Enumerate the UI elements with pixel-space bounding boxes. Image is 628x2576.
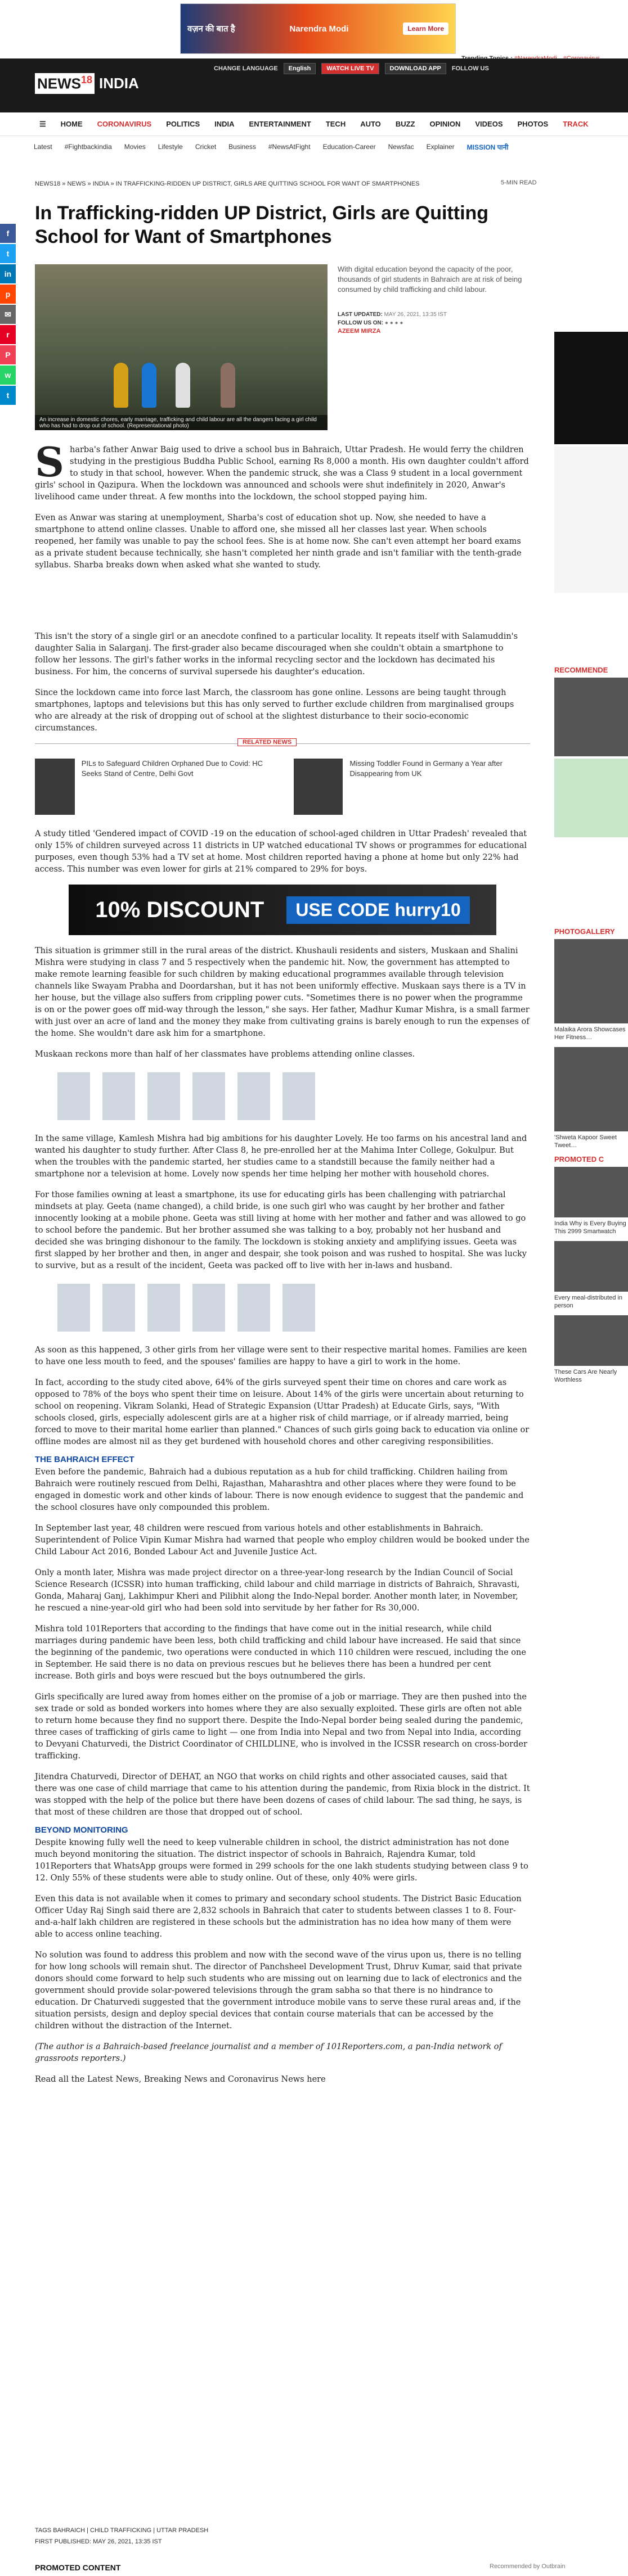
article-summary: With digital education beyond the capacity of the poor, thousands of girl students in Bahraich are at risk of being consumed by child trafficking and child labour.	[338, 265, 522, 294]
watch-live-button[interactable]: WATCH LIVE TV	[321, 63, 379, 74]
paragraph-2: Even as Anwar was staring at unemployment, Sharba's cost of education shot up. Now, she needed to have a smartphone to attend online classes. Unable to afford one, she missed all her classes last year. When schools reopened, her family was unable to pay the school fees. She is at home now. She can't even attempt her board exams as a private student because technically, she hasn't completed her ninth grade and isn't familiar with the tenth-grade syllabus. Sharba breaks down when asked what she wanted to study.	[35, 513, 522, 570]
sub-nav	[0, 138, 628, 155]
share-bar	[0, 224, 16, 406]
nav-india[interactable]: INDIA	[214, 120, 235, 128]
paragraph-3: This isn't the story of a single girl or an anecdote confined to a particular locality. It repeats itself with Salamuddin's daughter Salia in Salarganj. The first-grader also became discouraged when she couldn't obtain a smartphone to follow her lessons. The girl's father works in the informal recycling sector and the lockdown has decimated his business. For him, the concerns of survival supersede his daughter's education.	[35, 632, 518, 676]
sidebar-item-3[interactable]: India Why is Every Buying This 2999 Smartwatch	[554, 1220, 626, 1235]
reddit-share-icon[interactable]: p	[0, 285, 16, 304]
paragraph-6: This situation is grimmer still in the rural areas of the district. Khushauli residents and sisters, Muskaan and Shalini Mishra were studying in class 7 and 5 respectively when the pandemic hit. Now, the government has attempted to make remote learning feasible for such children by making educational programmes available through television channels like Swayam Prabha and Doordarshan, but it has not been uniformly effective. Muskaan says there is a TV in her house, but the village also suffers from crippling power cuts. "Sometimes there is no power when the programme is on or the power goes off mid-way through the lesson," she says. Her father, Madhur Kumar Mishra, is a small farmer with just over an acre of land and the money they make from cultivating grains is barely enough to run the expenses of the home. She wouldn't dare ask him for a smartphone.	[35, 946, 530, 1038]
author-note: (The author is a Bahraich-based freelance journalist and a member of 101Reporters.com, a pan-India network of grassroots reporters.)	[35, 2042, 502, 2063]
related-news-label: RELATED NEWS	[237, 738, 297, 746]
telegram-share-icon[interactable]: t	[0, 386, 16, 405]
related-card-1[interactable]: PILs to Safeguard Children Orphaned Due to Covid: HC Seeks Stand of Centre, Delhi Govt	[35, 759, 271, 815]
subnav-explainer[interactable]: Explainer	[426, 143, 455, 151]
paragraph-1: Sharba's father Anwar Baig used to drive a school bus in Bahraich, Uttar Pradesh. He would ferry the children studying in the prestigious Buddha Public School, earning Rs 8,000 a month. His own daughter couldn't afford to study in that school, however. When the pandemic struck, she was a Class 9 student in a local government girls' school in Qazipura. When the lockdown was announced and schools were shut indefinitely in 2020, Anwar's livelihood came under threat. A few months into the lockdown, the school stopped paying him.	[35, 438, 529, 502]
subnav-mission-paani[interactable]: MISSION पानी	[466, 143, 509, 151]
author-name[interactable]: AZEEM MIRZA	[338, 328, 381, 335]
paragraph-8: In the same village, Kamlesh Mishra had big ambitions for his daughter Lovely. He too farms on his ancestral land and wanted his daughter to study further. After Class 8, he pre-enrolled her at the Mahima Inter College, Gokulpur. But when the troubles with the pandemic started, her studies came to a standstill because the family neither had a smartphone nor a television at home. Lovely now spends her time helping her mother with household chores.	[35, 1134, 527, 1179]
paragraph-20: No solution was found to address this problem and now with the second wave of the virus upon us, there is no telling for how long schools will remain shut. The director of Panchsheel Development Trust, Dhruv Kumar, said that private donors should come forward to help such students who are missing out on learning due to lack of electronics and the government should provide solar-powered televisions through the gram sabha so that there is no hindrance to education. Dr Chaturvedi suggested that the government introduce mobile vans to serve these rural areas and, if the situation persists, design and deploy special devices that contain course materials that can be accessed by the children without the distraction of the Internet.	[35, 1951, 522, 2031]
section-heading-bahraich: THE BAHRAICH EFFECT	[35, 1455, 134, 1464]
email-share-icon[interactable]: ✉	[0, 305, 16, 324]
paragraph-16: Girls specifically are lured away from homes either on the promise of a job or marriage. They are then pushed into the sex trade or sold as bonded workers into homes where they are also sexually exploited. These girls are often not able to return home because they find no support there. Despite the Indo-Nepal border being sealed during the pandemic, three cases of trafficking of girls came to light — one from India into Nepal and two from Nepal into India, according to Devyani Chaturvedi, the District Coordinator of CHILDLINE, who is involved in the ICSSR research on cross-border trafficking.	[35, 1693, 527, 1761]
paragraph-19: Even this data is not available when it comes to primary and secondary school students. The District Basic Education Officer Uday Raj Singh said there are 2,832 schools in Bahraich that cater to students between classes 1 to 8. Four-and-a-half lakh children are registered in these schools but the administration has no idea how many of them were able to access online teaching.	[35, 1894, 522, 1939]
pinterest-share-icon[interactable]: r	[0, 325, 16, 344]
photogallery-heading: PHOTOGALLERY	[554, 927, 615, 936]
paragraph-9: For those families owning at least a smartphone, its use for educating girls has been challenging with patriarchal mindsets at play. Geeta (name changed), a child bride, is one such girl who was caught by her brother and father innocently looking at a mobile phone. Geeta was still living at home with her mother and father and was allowed to go to school before the pandemic. But her brother assumed she was talking to a boy, probably not her husband and decided she was bringing dishonour to the family. The lockdown is stoking anxiety and amplifying issues. Geeta was first slapped by her brother and then, in anger and despair, she took poison and was rushed to hospital. She was lucky to survive, but as a result of the incident, Geeta was packed off to live with her in-laws and husband.	[35, 1190, 527, 1270]
article-meta: LAST UPDATED: MAY 26, 2021, 13:35 IST FOLLOW US ON: ● ● ● ● AZEEM MIRZA	[338, 310, 523, 336]
top-ad-text: वज़न की बात है	[187, 24, 235, 34]
article-tags[interactable]: TAGS BAHRAICH | CHILD TRAFFICKING | UTTAR PRADESH FIRST PUBLISHED: MAY 26, 2021, 13:35 IST	[35, 2527, 209, 2545]
paragraph-5: A study titled 'Gendered impact of COVID -19 on the education of school-aged children in Uttar Pradesh' revealed that only 15% of children surveyed across 11 districts in UP watched educational TV shows or programmes for educational purposes, even though 53% had a TV set at home. Most children reported having a phone at home but only 22% had access. This number was even lower for girls at 21% compared to 29% for boys.	[35, 829, 527, 874]
promoted-side-heading: PROMOTED C	[554, 1155, 604, 1163]
paragraph-4: Since the lockdown came into force last March, the classroom has gone online. Lessons are being taught through smartphones, laptops and televisions but this has only served to further exclude children from marginalised groups who are already at the risk of dropping out of school at the slightest disturbance to their socio-economic circumstances.	[35, 688, 514, 733]
pocket-share-icon[interactable]: P	[0, 345, 16, 364]
subnav-movies[interactable]: Movies	[124, 143, 146, 151]
article-body	[35, 438, 530, 2095]
nav-track[interactable]: TRACK	[563, 120, 589, 128]
facebook-share-icon[interactable]: f	[0, 224, 16, 243]
whatsapp-share-icon[interactable]: w	[0, 366, 16, 385]
nav-coronavirus[interactable]: CORONAVIRUS	[97, 120, 152, 128]
sidebar-item-5[interactable]: These Cars Are Nearly Worthless	[554, 1369, 617, 1383]
site-header	[0, 58, 628, 112]
subnav-fightback[interactable]: #Fightbackindia	[64, 143, 112, 151]
sidebar-item-4[interactable]: Every meal-distributed in person	[554, 1294, 623, 1309]
follow-icons[interactable]: ● ● ● ●	[384, 320, 403, 326]
nav-opinion[interactable]: OPINION	[429, 120, 461, 128]
nav-videos[interactable]: VIDEOS	[475, 120, 503, 128]
paragraph-12: Even before the pandemic, Bahraich had a dubious reputation as a hub for child trafficking. Children hailing from Bahraich were routinely rescued from Delhi, Rajasthan, Maharashtra and other places where they were found to be engaged in domestic work and other kinds of labour. There is now enough evidence to suggest that the pandemic and the school closures have only compounded this problem.	[35, 1468, 524, 1512]
paragraph-15: Mishra told 101Reporters that according to the findings that have come out in the initial research, while child marriages during pandemic have been less, both child trafficking and child labour have increased. He said that since the beginning of the pandemic, two operations were conducted in which 110 children were rescued, including the one in September. He said there is no data on previous rescues but he believes there has been a hundred per cent increase. Both girls and boys were rescued but the boys outnumbered the girls.	[35, 1625, 526, 1681]
product-ad-2[interactable]	[35, 1281, 530, 1334]
sidebar-item-1[interactable]: Malaika Arora Showcases Her Fitness…	[554, 1026, 626, 1041]
top-ad-cta-button[interactable]: Learn More	[403, 22, 448, 35]
subnav-newsatfight[interactable]: #NewsAtFight	[268, 143, 311, 151]
outbrain-label[interactable]: Recommended by Outbrain	[490, 2563, 566, 2570]
paragraph-18: Despite knowing fully well the need to keep vulnerable children in school, the district administration has not done much beyond monitoring the situation. The district inspector of schools in Bahraich, Rajendra Kumar, told 101Reporters that WhatsApp groups were formed in 299 schools for the one lakh students studying between class 9 to 12. Only 55% of these students were able to study online. Out of these, only 40% were girls.	[35, 1838, 528, 1883]
nav-politics[interactable]: POLITICS	[166, 120, 200, 128]
read-time: 5-MIN READ	[501, 179, 537, 186]
paragraph-11: In fact, according to the study cited above, 64% of the girls surveyed spent their time on chores and care work as opposed to 78% of the boys who spent their time on leisure. About 14% of the girls were uncertain about returning to school on reopening. Vikram Solanki, Head of Strategic Expansion (Uttar Pradesh) at Educate Girls, says, "With schools closed, girls, especially adolescent girls are at a higher risk of child marriage, or if already married, being forced to move to their marital home earlier than planned." Chances of such girls going back to education via online or offline modes are almost nil as they get burdened with household chores and other caregiving responsibilities.	[35, 1378, 530, 1446]
logo-region: INDIA	[99, 74, 139, 92]
updated-date: MAY 26, 2021, 13:35 IST	[384, 312, 447, 318]
header-tools	[214, 63, 489, 74]
subnav-education[interactable]: Education-Career	[322, 143, 376, 151]
menu-icon[interactable]: ☰	[39, 119, 46, 128]
hero-caption: An increase in domestic chores, early marriage, trafficking and child labour are all the dangers facing a girl child who has had to drop out of school. (Representational photo)	[35, 415, 328, 430]
nav-buzz[interactable]: BUZZ	[395, 120, 415, 128]
article-title: In Trafficking-ridden UP District, Girls are Quitting School for Want of Smartphones	[35, 202, 489, 247]
nav-auto[interactable]: AUTO	[360, 120, 381, 128]
breadcrumb[interactable]: NEWS18 » NEWS » INDIA » IN TRAFFICKING-RIDDEN UP DISTRICT, GIRLS ARE QUITTING SCHOOL FOR WANT OF SMARTPHONES	[35, 181, 420, 187]
discount-ad[interactable]: 10% DISCOUNT USE CODE hurry10	[69, 885, 496, 935]
language-select[interactable]: English	[284, 63, 316, 74]
sidebar-item-2[interactable]: 'Shweta Kapoor Sweet Tweet…	[554, 1134, 617, 1149]
paragraph-17: Jitendra Chaturvedi, Director of DEHAT, an NGO that works on child rights and other associated causes, said that there was one case of child marriage that came to his attention during the pandemic, from Rixia block in the district. It was stopped with the help of the police but there have been dozens of cases of child labour. The sad thing, he says, is that most of these children are those that dropped out of school.	[35, 1772, 530, 1817]
subnav-cricket[interactable]: Cricket	[195, 143, 217, 151]
nav-tech[interactable]: TECH	[325, 120, 346, 128]
subnav-newsfac[interactable]: Newsfac	[388, 143, 414, 151]
right-sidebar	[554, 332, 628, 1389]
follow-us-label: FOLLOW US	[451, 65, 489, 72]
news18-logo[interactable]: NEWS$^{18}$ INDIA	[35, 73, 139, 94]
paragraph-10: As soon as this happened, 3 other girls from her village were sent to their respective marital homes. Families are keen to have one less mouth to feed, and the spouses' families are happy to have a girl to work in the home.	[35, 1346, 527, 1366]
linkedin-share-icon[interactable]: in	[0, 264, 16, 283]
section-heading-monitoring: BEYOND MONITORING	[35, 1825, 128, 1835]
paragraph-14: Only a month later, Mishra was made project director on a three-year-long research by the Indian Council of Social Science Research (ICSSR) into human trafficking, child labour and child marriage in districts of Bahraich, Shravasti, Gonda, Maharaj Ganj, Lakhimpur Kheri and Pilibhit along the Indo-Nepal border. Another month later, in November, he rescued a nine-year-old girl who had been sold into servitude by her father for Rs 30,000.	[35, 1568, 520, 1613]
paragraph-13: In September last year, 48 children were rescued from various hotels and other establishments in Bahraich. Superintendent of Police Vipin Kumar Mishra had warned that people who employ children would be booked under the Child Labour Act 2016, Bonded Labour Act and Juvenile Justice Act.	[35, 1524, 530, 1557]
subnav-business[interactable]: Business	[228, 143, 256, 151]
promoted-content-heading: PROMOTED CONTENT	[35, 2563, 121, 2572]
read-more-line[interactable]: Read all the Latest News, Breaking News and Coronavirus News here	[35, 2075, 326, 2084]
paragraph-7: Muskaan reckons more than half of her classmates have problems attending online classes.	[35, 1050, 415, 1059]
nav-home[interactable]: HOME	[60, 120, 83, 128]
nav-entertainment[interactable]: ENTERTAINMENT	[249, 120, 311, 128]
top-ad-brand: Narendra Modi	[289, 24, 349, 34]
hero-image	[35, 264, 328, 430]
twitter-share-icon[interactable]: t	[0, 244, 16, 263]
change-language-label: CHANGE LANGUAGE	[214, 65, 278, 72]
recommended-heading: RECOMMENDE	[554, 666, 608, 674]
nav-photos[interactable]: PHOTOS	[517, 120, 549, 128]
subnav-latest[interactable]: Latest	[34, 143, 52, 151]
download-app-button[interactable]: DOWNLOAD APP	[385, 63, 446, 74]
main-nav	[0, 112, 628, 136]
subnav-lifestyle[interactable]: Lifestyle	[158, 143, 183, 151]
top-ad-banner[interactable]	[180, 3, 456, 54]
related-card-2[interactable]: Missing Toddler Found in Germany a Year after Disappearing from UK	[294, 759, 530, 815]
related-news	[35, 739, 530, 815]
product-ad-1[interactable]	[35, 1070, 530, 1123]
